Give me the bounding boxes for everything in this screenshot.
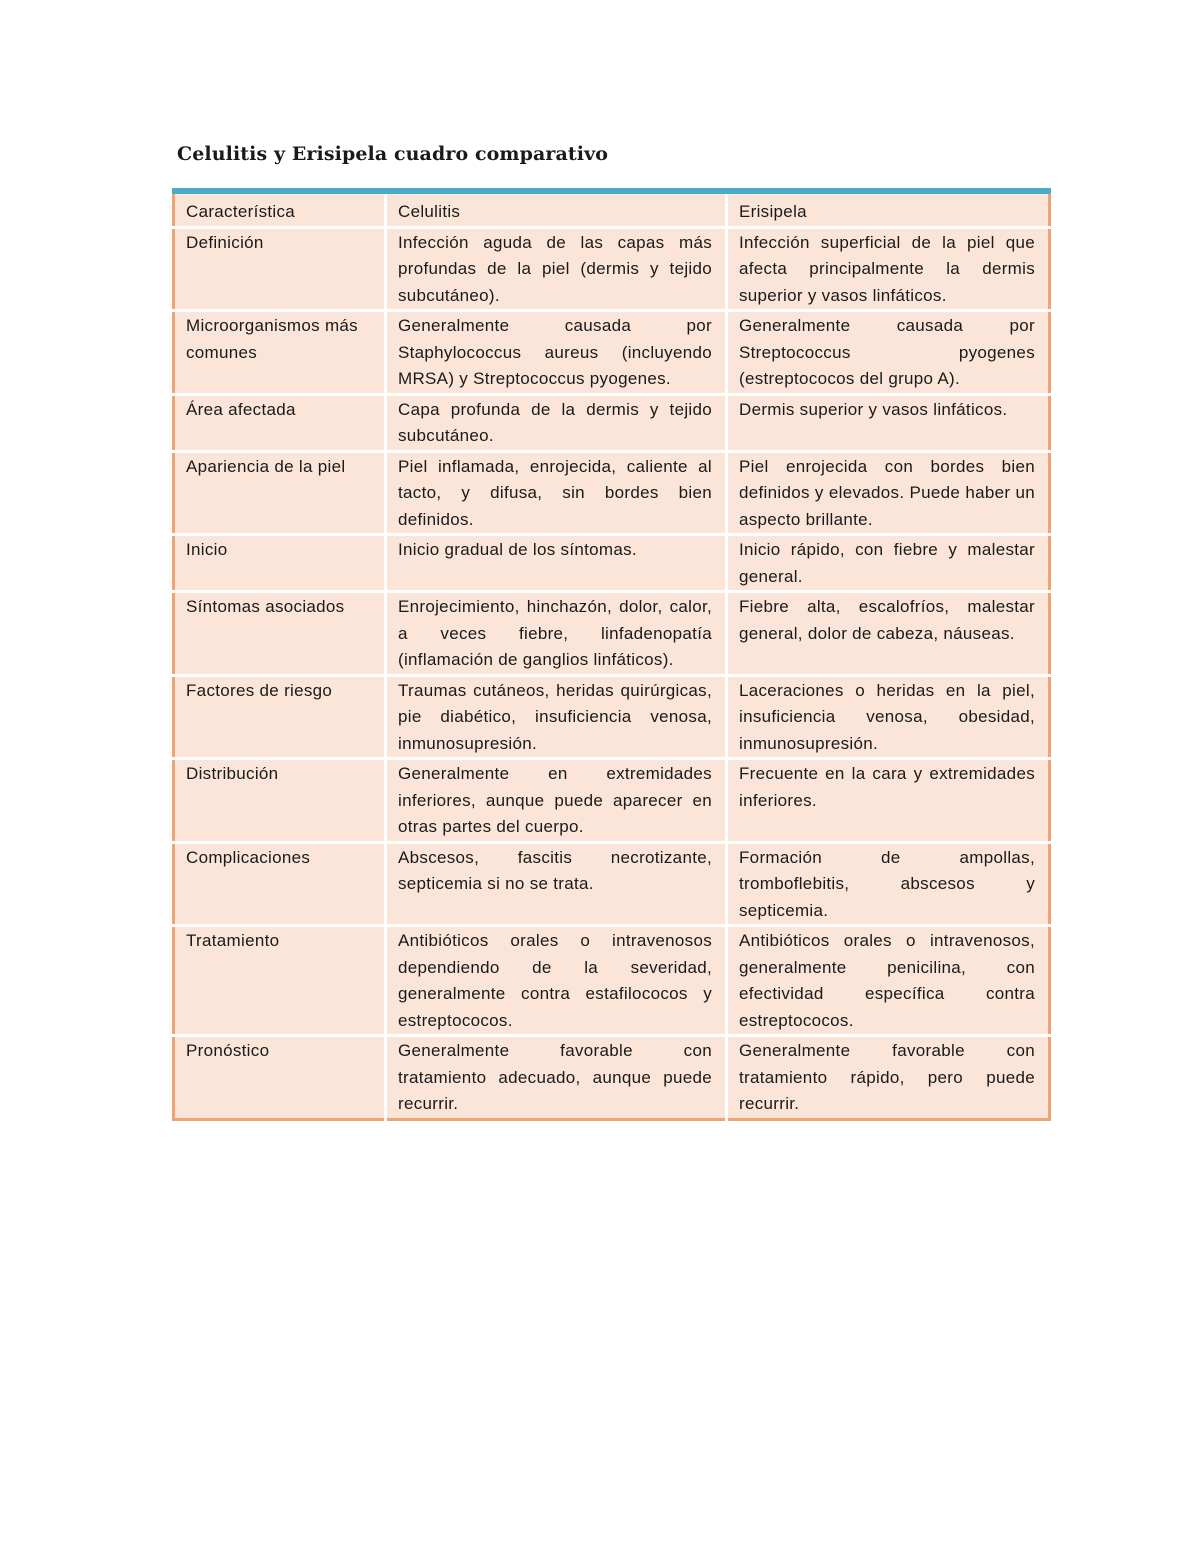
erisipela-cell: Generalmente causada por Streptococcus pyogenes (estreptococos del grupo A). [727,311,1050,395]
table-row [174,675,1050,759]
feature-cell: Definición [174,227,386,311]
feature-cell: Tratamiento [174,926,386,1036]
erisipela-cell: Infección superficial de la piel que afecta principalmente la dermis superior y vasos linfáticos. [727,227,1050,311]
erisipela-cell: Piel enrojecida con bordes bien definidos y elevados. Puede haber un aspecto brillante. [727,451,1050,535]
table-row [174,311,1050,395]
table-row [174,592,1050,676]
celulitis-cell: Abscesos, fascitis necrotizante, septicemia si no se trata. [386,842,727,926]
erisipela-cell: Frecuente en la cara y extremidades inferiores. [727,759,1050,843]
comparison-table [172,188,1051,1121]
erisipela-cell: Generalmente favorable con tratamiento rápido, pero puede recurrir. [727,1036,1050,1120]
table-row [174,451,1050,535]
celulitis-cell: Generalmente en extremidades inferiores, aunque puede aparecer en otras partes del cuerpo. [386,759,727,843]
erisipela-cell: Formación de ampollas, tromboflebitis, abscesos y septicemia. [727,842,1050,926]
celulitis-cell: Piel inflamada, enrojecida, caliente al tacto, y difusa, sin bordes bien definidos. [386,451,727,535]
erisipela-cell: Inicio rápido, con fiebre y malestar general. [727,535,1050,592]
feature-cell: Síntomas asociados [174,592,386,676]
document-title: Celulitis y Erisipela cuadro comparativo [177,143,609,165]
table-row [174,926,1050,1036]
erisipela-cell: Laceraciones o heridas en la piel, insuficiencia venosa, obesidad, inmunosupresión. [727,675,1050,759]
celulitis-cell: Generalmente favorable con tratamiento adecuado, aunque puede recurrir. [386,1036,727,1120]
table-row [174,1036,1050,1120]
feature-cell: Distribución [174,759,386,843]
celulitis-cell: Inicio gradual de los síntomas. [386,535,727,592]
table-row [174,535,1050,592]
table-header-row [174,191,1050,227]
comparison-table-container [172,188,1048,1121]
celulitis-cell: Infección aguda de las capas más profundas de la piel (dermis y tejido subcutáneo). [386,227,727,311]
feature-cell: Microorganismos más comunes [174,311,386,395]
erisipela-cell: Dermis superior y vasos linfáticos. [727,394,1050,451]
header-feature: Característica [174,191,386,227]
header-erisipela: Erisipela [727,191,1050,227]
feature-cell: Complicaciones [174,842,386,926]
table-row [174,759,1050,843]
feature-cell: Factores de riesgo [174,675,386,759]
celulitis-cell: Enrojecimiento, hinchazón, dolor, calor, a veces fiebre, linfadenopatía (inflamación de ganglios linfáticos). [386,592,727,676]
feature-cell: Área afectada [174,394,386,451]
feature-cell: Pronóstico [174,1036,386,1120]
feature-cell: Inicio [174,535,386,592]
celulitis-cell: Traumas cutáneos, heridas quirúrgicas, pie diabético, insuficiencia venosa, inmunosupresión. [386,675,727,759]
celulitis-cell: Capa profunda de la dermis y tejido subcutáneo. [386,394,727,451]
celulitis-cell: Generalmente causada por Staphylococcus aureus (incluyendo MRSA) y Streptococcus pyogenes. [386,311,727,395]
table-row [174,227,1050,311]
feature-cell: Apariencia de la piel [174,451,386,535]
table-row [174,842,1050,926]
table-row [174,394,1050,451]
erisipela-cell: Antibióticos orales o intravenosos, generalmente penicilina, con efectividad específica contra estreptococos. [727,926,1050,1036]
erisipela-cell: Fiebre alta, escalofríos, malestar general, dolor de cabeza, náuseas. [727,592,1050,676]
header-celulitis: Celulitis [386,191,727,227]
celulitis-cell: Antibióticos orales o intravenosos dependiendo de la severidad, generalmente contra estafilococos y estreptococos. [386,926,727,1036]
